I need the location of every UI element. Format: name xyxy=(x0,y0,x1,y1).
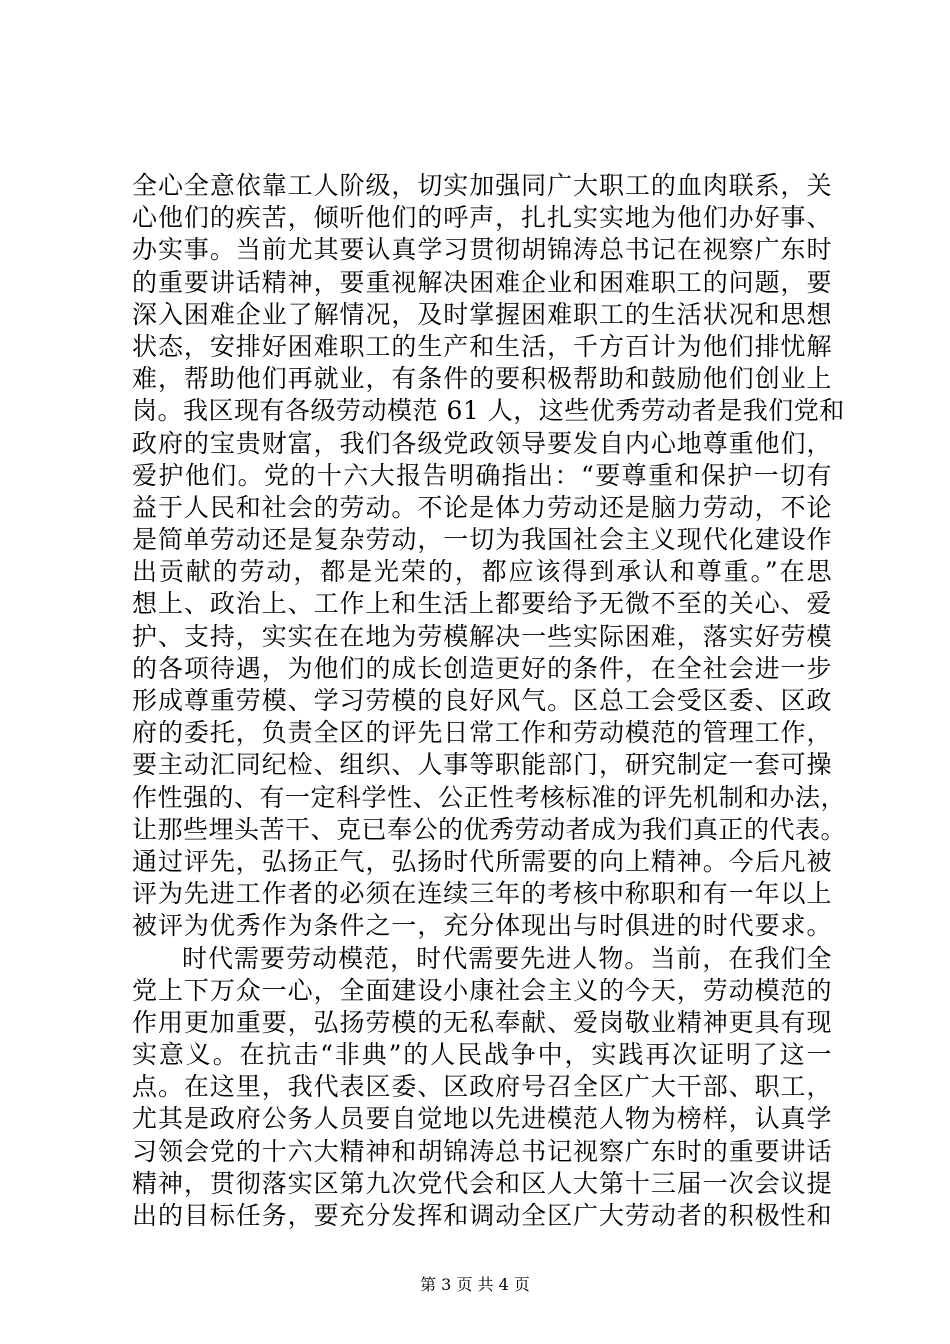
text-line: 是简单劳动还是复杂劳动，一切为我国社会主义现代化建设作 xyxy=(132,525,832,555)
text-line: 作用更加重要，弘扬劳模的无私奉献、爱岗敬业精神更具有现 xyxy=(132,1007,832,1037)
text-line: 要主动汇同纪检、组织、人事等职能部门，研究制定一套可操 xyxy=(132,750,832,780)
text-line: 的重要讲话精神，要重视解决困难企业和困难职工的问题，要 xyxy=(132,267,832,297)
text-line: 想上、政治上、工作上和生活上都要给予无微不至的关心、爱 xyxy=(132,589,832,619)
text-line: 党上下万众一心，全面建设小康社会主义的今天，劳动模范的 xyxy=(132,975,832,1005)
text-line: 的各项待遇，为他们的成长创造更好的条件，在全社会进一步 xyxy=(132,653,832,683)
text-line: 状态，安排好困难职工的生产和生活，千方百计为他们排忧解 xyxy=(132,331,832,361)
text-line: 深入困难企业了解情况，及时掌握困难职工的生活状况和思想 xyxy=(132,299,832,329)
text-line: 政府的宝贵财富，我们各级党政领导要发自内心地尊重他们， xyxy=(132,428,832,458)
text-line: 府的委托，负责全区的评先日常工作和劳动模范的管理工作， xyxy=(132,718,832,748)
paragraph-2 xyxy=(132,943,832,1233)
text-line: 尤其是政府公务人员要自觉地以先进模范人物为榜样，认真学 xyxy=(132,1104,832,1134)
page-number: 第 3 页 共 4 页 xyxy=(420,1275,530,1294)
text-line: 岗。我区现有各级劳动模范 61 人，这些优秀劳动者是我们党和 xyxy=(132,396,845,426)
text-line: 精神，贯彻落实区第九次党代会和区人大第十三届一次会议提 xyxy=(132,1168,832,1198)
text-line: 评为先进工作者的必须在连续三年的考核中称职和有一年以上 xyxy=(132,879,832,909)
text-line: 时代需要劳动模范，时代需要先进人物。当前，在我们全 xyxy=(182,943,832,973)
text-line: 实意义。在抗击“非典”的人民战争中，实践再次证明了这一 xyxy=(132,1040,832,1070)
text-line: 点。在这里，我代表区委、区政府号召全区广大干部、职工， xyxy=(132,1072,832,1102)
text-line: 益于人民和社会的劳动。不论是体力劳动还是脑力劳动，不论 xyxy=(132,492,832,522)
text-line: 习领会党的十六大精神和胡锦涛总书记视察广东时的重要讲话 xyxy=(132,1136,832,1166)
text-line: 护、支持，实实在在地为劳模解决一些实际困难，落实好劳模 xyxy=(132,621,832,651)
text-line: 通过评先，弘扬正气，弘扬时代所需要的向上精神。今后凡被 xyxy=(132,846,832,876)
text-line: 办实事。当前尤其要认真学习贯彻胡锦涛总书记在视察广东时 xyxy=(132,235,832,265)
page-footer xyxy=(0,1275,950,1295)
text-line: 心他们的疾苦，倾听他们的呼声，扎扎实实地为他们办好事、 xyxy=(132,203,832,233)
text-line: 出贡献的劳动，都是光荣的，都应该得到承认和尊重。”在思 xyxy=(132,557,832,587)
text-line: 出的目标任务，要充分发挥和调动全区广大劳动者的积极性和 xyxy=(132,1201,832,1230)
text-line: 被评为优秀作为条件之一，充分体现出与时俱进的时代要求。 xyxy=(132,911,832,941)
document-body xyxy=(132,170,847,1232)
text-line: 难，帮助他们再就业，有条件的要积极帮助和鼓励他们创业上 xyxy=(132,364,832,394)
text-line: 让那些埋头苦干、克已奉公的优秀劳动者成为我们真正的代表。 xyxy=(132,814,847,844)
paragraph-1 xyxy=(132,170,847,943)
text-line: 作性强的、有一定科学性、公正性考核标准的评先机制和办法， xyxy=(132,782,847,812)
text-line: 爱护他们。党的十六大报告明确指出：“要尊重和保护一切有 xyxy=(132,460,832,490)
text-line: 全心全意依靠工人阶级，切实加强同广大职工的血肉联系，关 xyxy=(132,171,832,200)
text-line: 形成尊重劳模、学习劳模的良好风气。区总工会受区委、区政 xyxy=(132,686,832,715)
